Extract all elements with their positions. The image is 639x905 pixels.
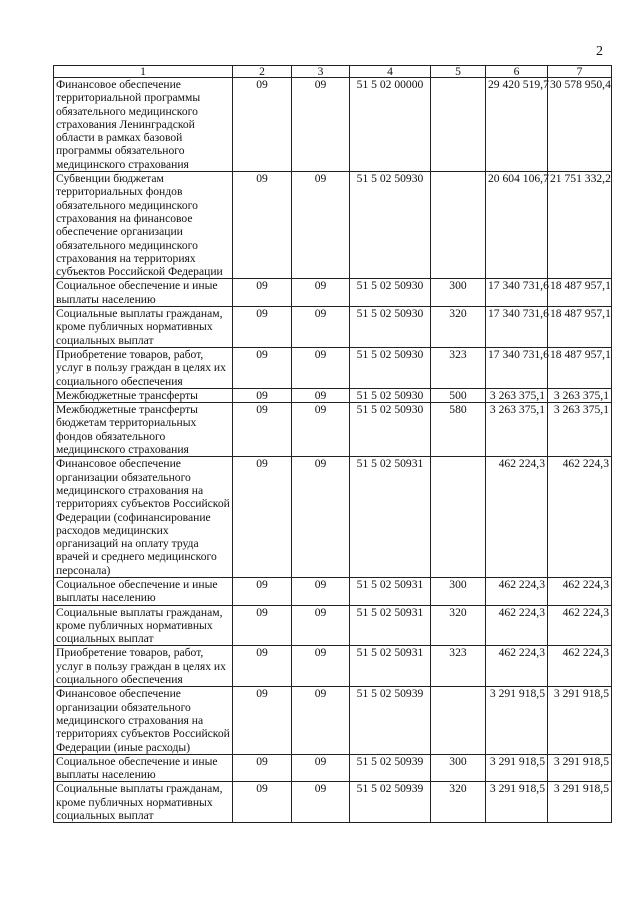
amount-year-2: 3 263 375,1 [548, 403, 612, 457]
row-name: Социальные выплаты гражданам, кроме публичных нормативных социальных выплат [54, 307, 233, 348]
target-article-code: 51 5 02 50930 [350, 307, 431, 348]
section-code: 09 [233, 782, 292, 823]
section-code: 09 [233, 172, 292, 279]
section-code: 09 [233, 687, 292, 754]
amount-year-2: 21 751 332,2 [548, 172, 612, 279]
column-header-6: 6 [486, 66, 548, 78]
target-article-code: 51 5 02 50931 [350, 605, 431, 646]
amount-year-1: 462 224,3 [486, 605, 548, 646]
subsection-code: 09 [292, 646, 350, 687]
target-article-code: 51 5 02 50931 [350, 457, 431, 578]
amount-year-1: 17 340 731,6 [486, 279, 548, 307]
table-row [54, 388, 612, 402]
table-row [54, 403, 612, 457]
section-code: 09 [233, 279, 292, 307]
section-code: 09 [233, 403, 292, 457]
table-row [54, 687, 612, 754]
subsection-code: 09 [292, 687, 350, 754]
amount-year-2: 3 291 918,5 [548, 687, 612, 754]
amount-year-1: 20 604 106,7 [486, 172, 548, 279]
table-header-row [54, 66, 612, 78]
subsection-code: 09 [292, 403, 350, 457]
amount-year-2: 3 291 918,5 [548, 754, 612, 782]
target-article-code: 51 5 02 00000 [350, 78, 431, 172]
expense-type-code [431, 687, 486, 754]
target-article-code: 51 5 02 50930 [350, 347, 431, 388]
target-article-code: 51 5 02 50931 [350, 577, 431, 605]
amount-year-1: 3 263 375,1 [486, 388, 548, 402]
expense-type-code [431, 457, 486, 578]
amount-year-2: 30 578 950,4 [548, 78, 612, 172]
section-code: 09 [233, 347, 292, 388]
column-header-7: 7 [548, 66, 612, 78]
row-name: Социальные выплаты гражданам, кроме публичных нормативных социальных выплат [54, 782, 233, 823]
section-code: 09 [233, 754, 292, 782]
section-code: 09 [233, 577, 292, 605]
amount-year-1: 29 420 519,7 [486, 78, 548, 172]
expense-type-code [431, 172, 486, 279]
subsection-code: 09 [292, 78, 350, 172]
expense-type-code: 320 [431, 307, 486, 348]
table-row [54, 172, 612, 279]
subsection-code: 09 [292, 347, 350, 388]
table-row [54, 347, 612, 388]
row-name: Финансовое обеспечение организации обязательного медицинского страхования на территориях субъектов Российской Федерации (софинансирование расходов медицинских организаций на оплату труда врачей и среднего медицинского персонала) [54, 457, 233, 578]
table-row [54, 754, 612, 782]
amount-year-2: 18 487 957,1 [548, 279, 612, 307]
subsection-code: 09 [292, 172, 350, 279]
table-row [54, 307, 612, 348]
column-header-2: 2 [233, 66, 292, 78]
subsection-code: 09 [292, 605, 350, 646]
table-row [54, 782, 612, 823]
expense-type-code: 323 [431, 646, 486, 687]
subsection-code: 09 [292, 457, 350, 578]
row-name: Приобретение товаров, работ, услуг в пользу граждан в целях их социального обеспечения [54, 347, 233, 388]
amount-year-1: 462 224,3 [486, 577, 548, 605]
amount-year-2: 462 224,3 [548, 605, 612, 646]
amount-year-2: 18 487 957,1 [548, 347, 612, 388]
page-number: 2 [596, 44, 603, 59]
amount-year-1: 17 340 731,6 [486, 347, 548, 388]
column-header-4: 4 [350, 66, 431, 78]
amount-year-2: 462 224,3 [548, 457, 612, 578]
amount-year-1: 462 224,3 [486, 646, 548, 687]
row-name: Межбюджетные трансферты [54, 388, 233, 402]
amount-year-2: 462 224,3 [548, 646, 612, 687]
expense-type-code: 300 [431, 577, 486, 605]
table-row [54, 605, 612, 646]
amount-year-2: 3 263 375,1 [548, 388, 612, 402]
table-row [54, 457, 612, 578]
section-code: 09 [233, 646, 292, 687]
expense-type-code: 500 [431, 388, 486, 402]
section-code: 09 [233, 307, 292, 348]
expense-type-code: 323 [431, 347, 486, 388]
target-article-code: 51 5 02 50930 [350, 279, 431, 307]
table-row [54, 577, 612, 605]
row-name: Социальное обеспечение и иные выплаты населению [54, 279, 233, 307]
expense-type-code: 300 [431, 279, 486, 307]
amount-year-2: 18 487 957,1 [548, 307, 612, 348]
budget-table [53, 65, 612, 823]
expense-type-code [431, 78, 486, 172]
subsection-code: 09 [292, 754, 350, 782]
subsection-code: 09 [292, 307, 350, 348]
expense-type-code: 580 [431, 403, 486, 457]
subsection-code: 09 [292, 279, 350, 307]
target-article-code: 51 5 02 50939 [350, 782, 431, 823]
subsection-code: 09 [292, 782, 350, 823]
amount-year-1: 3 291 918,5 [486, 782, 548, 823]
amount-year-1: 17 340 731,6 [486, 307, 548, 348]
row-name: Социальные выплаты гражданам, кроме публичных нормативных социальных выплат [54, 605, 233, 646]
amount-year-1: 462 224,3 [486, 457, 548, 578]
row-name: Социальное обеспечение и иные выплаты населению [54, 577, 233, 605]
table-row [54, 78, 612, 172]
column-header-5: 5 [431, 66, 486, 78]
expense-type-code: 320 [431, 605, 486, 646]
row-name: Финансовое обеспечение территориальной программы обязательного медицинского страхования Ленинградской области в рамках базовой программы обязательного медицинского страхования [54, 78, 233, 172]
target-article-code: 51 5 02 50939 [350, 754, 431, 782]
row-name: Межбюджетные трансферты бюджетам территориальных фондов обязательного медицинского страхования [54, 403, 233, 457]
subsection-code: 09 [292, 577, 350, 605]
column-header-1: 1 [54, 66, 233, 78]
amount-year-2: 462 224,3 [548, 577, 612, 605]
column-header-3: 3 [292, 66, 350, 78]
target-article-code: 51 5 02 50931 [350, 646, 431, 687]
row-name: Субвенции бюджетам территориальных фондов обязательного медицинского страхования на финансовое обеспечение организации обязательного медицинского страхования на территориях субъектов Российской Федерации [54, 172, 233, 279]
amount-year-1: 3 291 918,5 [486, 687, 548, 754]
section-code: 09 [233, 605, 292, 646]
target-article-code: 51 5 02 50939 [350, 687, 431, 754]
row-name: Финансовое обеспечение организации обязательного медицинского страхования на территориях субъектов Российской Федерации (иные расходы) [54, 687, 233, 754]
amount-year-1: 3 291 918,5 [486, 754, 548, 782]
target-article-code: 51 5 02 50930 [350, 403, 431, 457]
target-article-code: 51 5 02 50930 [350, 388, 431, 402]
table-row [54, 279, 612, 307]
expense-type-code: 320 [431, 782, 486, 823]
amount-year-2: 3 291 918,5 [548, 782, 612, 823]
section-code: 09 [233, 78, 292, 172]
section-code: 09 [233, 457, 292, 578]
subsection-code: 09 [292, 388, 350, 402]
row-name: Социальное обеспечение и иные выплаты населению [54, 754, 233, 782]
target-article-code: 51 5 02 50930 [350, 172, 431, 279]
row-name: Приобретение товаров, работ, услуг в пользу граждан в целях их социального обеспечения [54, 646, 233, 687]
table-row [54, 646, 612, 687]
expense-type-code: 300 [431, 754, 486, 782]
section-code: 09 [233, 388, 292, 402]
amount-year-1: 3 263 375,1 [486, 403, 548, 457]
